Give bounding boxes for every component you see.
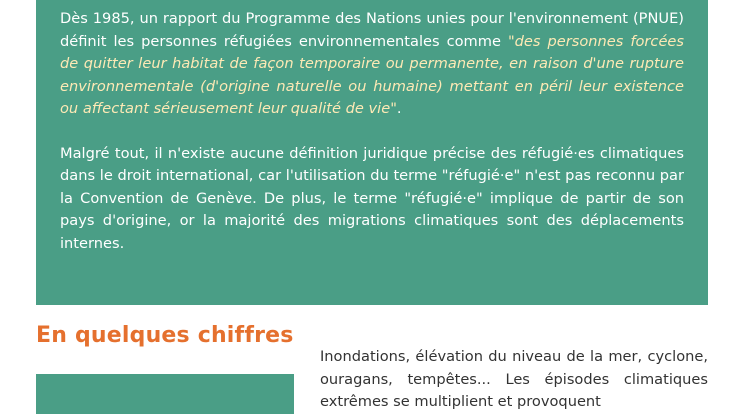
definition-paragraph <box>60 8 684 121</box>
definition-text <box>60 8 684 255</box>
climate-events-text: Inondations, élévation du niveau de la mer, cyclone, ouragans, tempêtes... Les épisodes climatiques extrêmes se multiplient et provoquent <box>320 348 708 410</box>
definition-end: . <box>396 100 402 117</box>
definition-quote: "des personnes forcées de quitter leur habitat de façon temporaire ou permanente, en raison d'une rupture environnementale (d'origine naturelle ou humaine) mettant en péril leur existence ou affectant sérieusement leur qualité de vie" <box>60 32 685 117</box>
legal-paragraph: Malgré tout, il n'existe aucune définition juridique précise des réfugié·es climatiques dans le droit international, car l'utilisation du terme "réfugié·e" n'est pas reconnu par la Convention de Genève. De plus, le terme "réfugié·e" implique de partir de son pays d'origine, or la majorité des migrations climatiques sont des déplacements internes. <box>60 144 684 252</box>
definition-intro: Dès 1985, un rapport du Programme des Nations unies pour l'environnement (PNUE) définit les personnes réfugiées environnementales comme <box>60 10 684 50</box>
section-title: En quelques chiffres <box>36 323 294 348</box>
figure-box <box>36 374 294 414</box>
